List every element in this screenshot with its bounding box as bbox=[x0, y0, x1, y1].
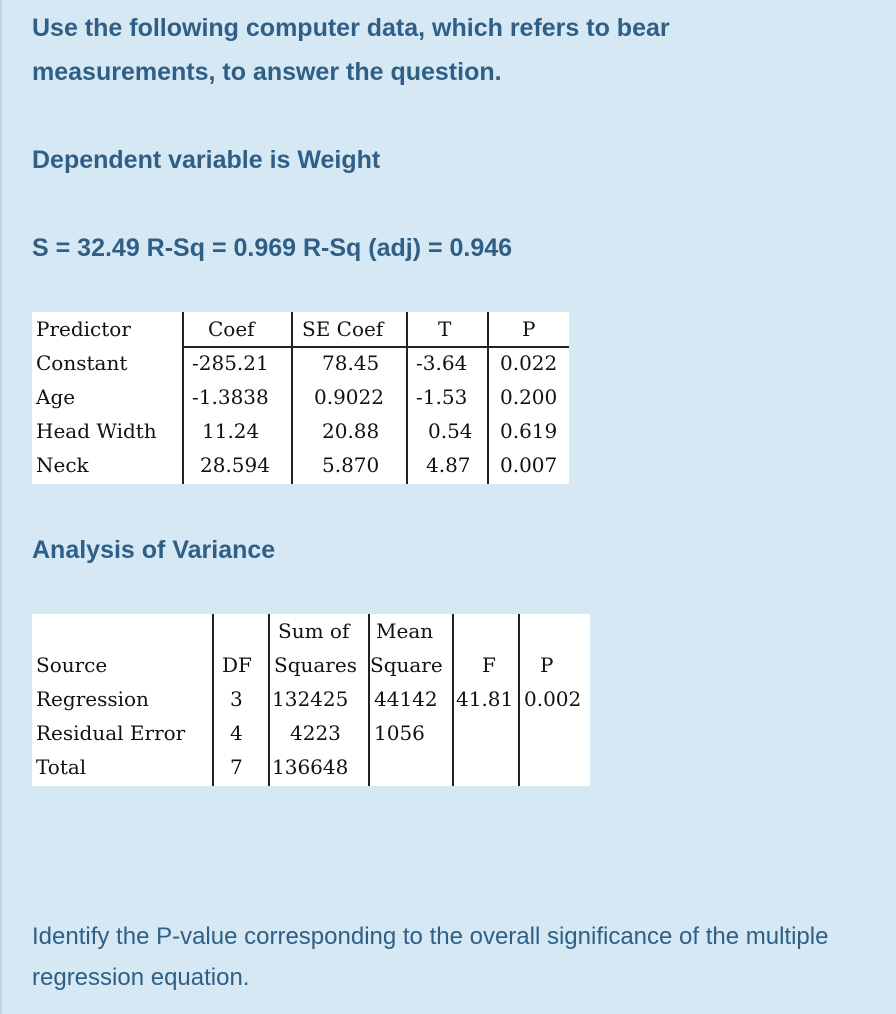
coefficient-table bbox=[32, 312, 569, 484]
anova-divider bbox=[518, 614, 520, 786]
coef-row-age-t: -1.53 bbox=[416, 385, 468, 409]
anova-row-regression-df: 3 bbox=[230, 687, 243, 711]
anova-row-regression-ms: 44142 bbox=[374, 687, 438, 711]
anova-header-square: Square bbox=[370, 653, 443, 677]
anova-title: Analysis of Variance bbox=[32, 536, 276, 564]
anova-divider bbox=[368, 614, 370, 786]
coef-row-headwidth-p: 0.619 bbox=[500, 419, 558, 443]
coef-header-coef: Coef bbox=[208, 317, 255, 341]
coef-row-constant-se: 78.45 bbox=[322, 351, 380, 375]
anova-row-total-ss: 136648 bbox=[272, 755, 349, 779]
coef-row-constant-coef: -285.21 bbox=[192, 351, 269, 375]
anova-row-regression-f: 41.81 bbox=[456, 687, 514, 711]
coef-divider bbox=[291, 312, 293, 484]
anova-header-mean: Mean bbox=[376, 619, 434, 643]
anova-header-sum-of: Sum of bbox=[278, 619, 350, 643]
coef-row-neck-predictor: Neck bbox=[36, 453, 89, 477]
anova-row-regression-p: 0.002 bbox=[524, 687, 582, 711]
coef-row-age-predictor: Age bbox=[36, 385, 76, 409]
anova-row-regression-source: Regression bbox=[36, 687, 149, 711]
anova-divider bbox=[212, 614, 214, 786]
anova-header-f: F bbox=[482, 653, 496, 677]
anova-header-p: P bbox=[540, 653, 554, 677]
anova-row-total-source: Total bbox=[36, 755, 87, 779]
coef-row-neck-p: 0.007 bbox=[500, 453, 558, 477]
dependent-variable-text: Dependent variable is Weight bbox=[32, 146, 381, 174]
anova-row-residual-df: 4 bbox=[230, 721, 243, 745]
coef-row-headwidth-se: 20.88 bbox=[322, 419, 380, 443]
coef-divider bbox=[487, 312, 489, 484]
anova-row-regression-ss: 132425 bbox=[272, 687, 349, 711]
coef-row-age-se: 0.9022 bbox=[314, 385, 384, 409]
question-text: Identify the P-value corresponding to the overall significance of the multiple regression equation. bbox=[32, 923, 829, 991]
coef-row-age-coef: -1.3838 bbox=[192, 385, 269, 409]
coef-row-neck-coef: 28.594 bbox=[200, 453, 270, 477]
coef-row-neck-se: 5.870 bbox=[322, 453, 380, 477]
coef-row-neck-t: 4.87 bbox=[426, 453, 471, 477]
anova-row-residual-source: Residual Error bbox=[36, 721, 186, 745]
anova-row-residual-ms: 1056 bbox=[374, 721, 425, 745]
anova-header-df: DF bbox=[222, 653, 252, 677]
coef-row-age-p: 0.200 bbox=[500, 385, 558, 409]
coef-header-p: P bbox=[522, 317, 536, 341]
anova-row-total-df: 7 bbox=[230, 755, 243, 779]
coef-divider bbox=[182, 312, 184, 484]
anova-row-residual-ss: 4223 bbox=[290, 721, 341, 745]
intro-text: Use the following computer data, which refers to bear measurements, to answer the question. bbox=[32, 14, 670, 86]
coef-divider bbox=[406, 312, 408, 484]
coef-header-se-coef: SE Coef bbox=[302, 317, 384, 341]
anova-divider bbox=[452, 614, 454, 786]
coef-row-headwidth-coef: 11.24 bbox=[202, 419, 260, 443]
coef-header-t: T bbox=[438, 317, 452, 341]
anova-divider bbox=[268, 614, 270, 786]
coef-row-headwidth-predictor: Head Width bbox=[36, 419, 157, 443]
coef-row-constant-p: 0.022 bbox=[500, 351, 558, 375]
coef-header-predictor: Predictor bbox=[36, 317, 131, 341]
anova-header-source: Source bbox=[36, 653, 108, 677]
coef-row-constant-t: -3.64 bbox=[416, 351, 468, 375]
anova-header-squares: Squares bbox=[274, 653, 357, 677]
coef-header-rule bbox=[182, 346, 569, 348]
coef-row-headwidth-t: 0.54 bbox=[428, 419, 473, 443]
fit-statistics-text: S = 32.49 R-Sq = 0.969 R-Sq (adj) = 0.946 bbox=[32, 234, 513, 262]
anova-table bbox=[32, 614, 590, 786]
coef-row-constant-predictor: Constant bbox=[36, 351, 128, 375]
